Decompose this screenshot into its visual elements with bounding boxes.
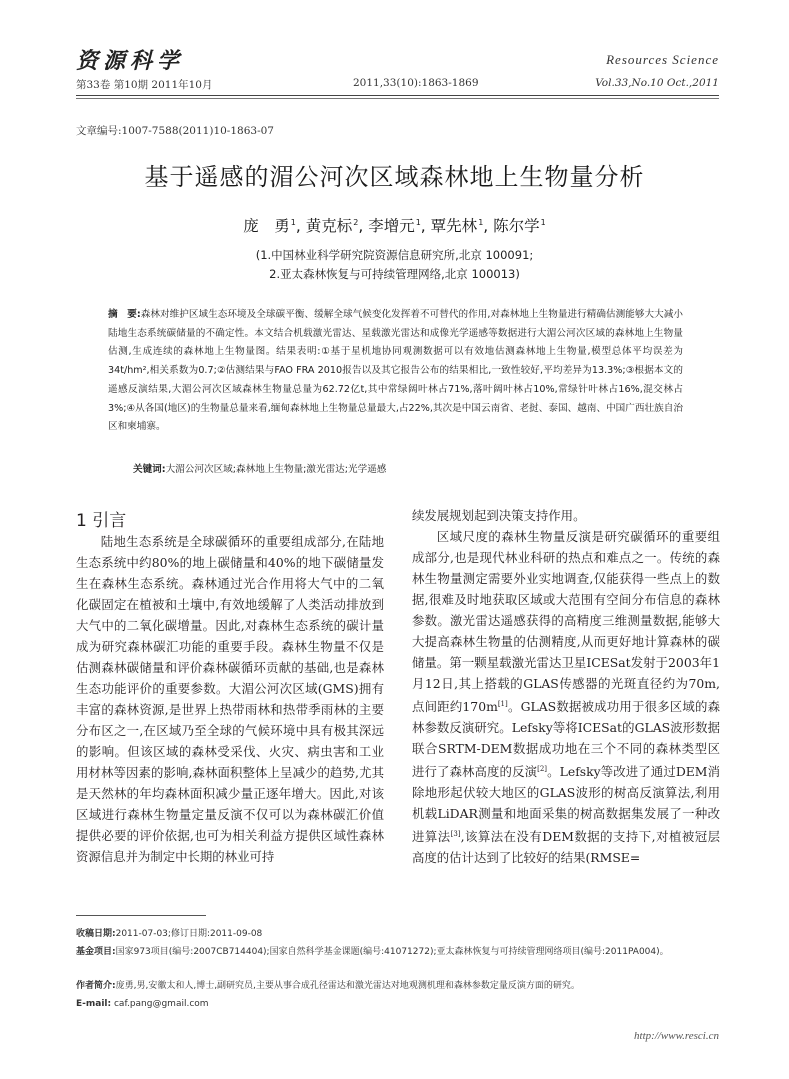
author-name: 李增元 <box>368 217 415 235</box>
author-affiliation-mark: 1 <box>290 217 296 227</box>
citation-ref[interactable]: [1] <box>497 700 508 708</box>
footnote-label: 基金项目: <box>76 947 116 957</box>
footnote-text: 2011-07-03;修订日期:2011-09-08 <box>115 929 263 939</box>
citation-ref[interactable]: [2] <box>537 765 548 774</box>
paper-title: 基于遥感的湄公河次区域森林地上生物量分析 <box>144 163 645 191</box>
paragraph-text: ,该算法在没有DEM数据的支持下,对植被冠层高度的估计达到了比较好的结果(RMSE= <box>412 829 721 866</box>
header-rule <box>76 95 719 96</box>
author-separator: , <box>358 217 364 235</box>
volume-info-cn: 第33卷 第10期 2011年10月 <box>76 79 213 91</box>
abstract-label: 摘 要: <box>108 309 141 320</box>
journal-title-cn: 资源科学 <box>76 48 185 74</box>
right-column <box>412 505 720 868</box>
footnote-author <box>76 978 721 994</box>
author-affiliation-mark: 1 <box>415 217 421 227</box>
footnote-rule <box>76 915 206 916</box>
body-paragraph <box>412 526 720 868</box>
keywords <box>133 461 386 475</box>
email-link[interactable]: caf.pang@gmail.com <box>113 999 209 1009</box>
footnote-text: 国家973项目(编号:2007CB714404);国家自然科学基金课题(编号:41071272);亚太森林恢复与可持续管理网络项目(编号:2011PA004)。 <box>115 947 669 957</box>
author-name: 陈尔学 <box>493 217 540 235</box>
author-affiliation-mark: 1 <box>478 217 484 227</box>
footnote-received <box>76 926 721 942</box>
footnote-label: E-mail: <box>76 999 112 1009</box>
keywords-label: 关键词: <box>133 464 166 475</box>
section-heading: 1 引言 <box>76 511 127 531</box>
left-column <box>76 531 384 867</box>
affiliation-line: (1.中国林业科学研究院资源信息研究所,北京 100091; <box>255 248 534 262</box>
footnote-email <box>76 996 721 1012</box>
body-paragraph-continued: 续发展规划起到决策支持作用。 <box>412 508 586 523</box>
journal-title-en: Resources Science <box>606 52 719 67</box>
footnote-label: 收稿日期: <box>76 929 116 939</box>
citation-ref[interactable]: [3] <box>450 830 461 839</box>
author-list <box>0 214 789 236</box>
author-name: 黄克标 <box>305 217 353 235</box>
body-paragraph: 陆地生态系统是全球碳循环的重要组成部分,在陆地生态系统中约80%的地上碳储量和40%的地下碳储量发生在森林生态系统。森林通过光合作用将大气中的二氧化碳固定在植被和土壤中,有效地缓解了人类活动排放到大气中的二氧化碳增量。因此,对森林生态系统的碳计量成为研究森林碳汇功能的重要手段。森林生物量不仅是估测森林碳储量和评价森林碳循环贡献的基础,也是森林生态功能评价的重要参数。大湄公河次区域(GMS)拥有丰富的森林资源,是世界上热带雨林和热带季雨林的主要分布区之一,在区域乃至全球的气候环境中具有极其深远的影响。但该区域的森林受采伐、火灾、病虫害和工业用材林等因素的影响,森林面积整体上呈减少的趋势,尤其是天然林的年均森林面积减少量正逐年增大。因此,对该区域进行森林生物量定量反演不仅可以为森林碳汇价值提供必要的评价依据,也可为相关利益方提供区域性森林资源信息并为制定中长期的林业可持 <box>76 534 384 864</box>
author-name: 覃先林 <box>430 217 478 235</box>
article-number: 文章编号:1007-7588(2011)10-1863-07 <box>76 125 274 137</box>
paragraph-text: 。Lefsky等改进了通过DEM消除地形起伏较大地区的GLAS波形的树高反演算法,利用机载LiDAR测量和地面采集的树高数据集发展了一种改进算法 <box>412 764 721 845</box>
affiliation-line: 2.亚太森林恢复与可持续管理网络,北京 100013) <box>269 267 520 281</box>
paragraph-text: 区域尺度的森林生物量反演是研究碳循环的重要组成部分,也是现代林业科研的热点和难点之一。传统的森林生物量测定需要外业实地调查,仅能获得一些点上的数据,很难及时地获取区域或大范围有空间分布信息的森林参数。激光雷达遥感获得的高精度三维测量数据,能够大大提高森林生物量的估测精度,从而更好地计算森林的碳储量。第一颗星载激光雷达卫星ICESat发射于2003年1月12日,其上搭载的GLAS传感器的光斑直径约为70m,点间距约170m <box>412 529 720 715</box>
footnote-text: 庞勇,男,安徽太和人,博士,副研究员,主要从事合成孔径雷达和激光雷达对地观测机理和森林参数定量反演方面的研究。 <box>115 981 580 991</box>
author-separator: , <box>295 217 301 235</box>
citation-info: 2011,33(10):1863-1869 <box>353 77 479 89</box>
footnote-funding <box>76 944 721 960</box>
header-rule-thin <box>76 98 719 99</box>
abstract <box>108 306 683 437</box>
footer-url[interactable]: http://www.resci.cn <box>634 1030 719 1042</box>
volume-info-en: Vol.33,No.10 Oct.,2011 <box>595 77 719 89</box>
author-affiliation-mark: 2 <box>353 217 359 227</box>
footnote-label: 作者简介: <box>76 981 116 991</box>
author-name: 庞 勇 <box>243 217 290 235</box>
author-separator: , <box>420 217 426 235</box>
keywords-text: 大湄公河次区域;森林地上生物量;激光雷达;光学遥感 <box>165 464 387 475</box>
paragraph-text: 。GLAS数据被成功用于很多区域的森林参数反演研究。Lefsky等将ICESat的GLAS波形数据联合SRTM-DEM数据成功地在三个不同的森林类型区进行了森林高度的反演 <box>412 699 721 780</box>
author-affiliation-mark: 1 <box>540 217 546 227</box>
abstract-text: 森林对维护区域生态环境及全球碳平衡、缓解全球气候变化发挥着不可替代的作用,对森林地上生物量进行精确估测能够大大减小陆地生态系统碳储量的不确定性。本文结合机载激光雷达、星载激光雷达和成像光学遥感等数据进行大湄公河次区域的森林地上生物量估测,生成连续的森林地上生物量图。结果表明:①基于星机地协同观测数据可以有效地估测森林地上生物量,模型总体平均误差为34t/hm²,相关系数为0.7;②估测结果与FAO FRA 2010报告以及其它报告公布的结果相比,一致性较好,平均差异为13.3%;③根据本文的遥感反演结果,大湄公河次区域森林生物量总量为62.72亿t,其中常绿阔叶林占71%,落叶阔叶林占10%,常绿针叶林占16%,混交林占3%;④从各国(地区)的生物量总量来看,缅甸森林地上生物量总量最大,占22%,其次是中国云南省、老挝、泰国、越南、中国广西壮族自治区和柬埔寨。 <box>108 309 683 433</box>
author-separator: , <box>483 217 489 235</box>
